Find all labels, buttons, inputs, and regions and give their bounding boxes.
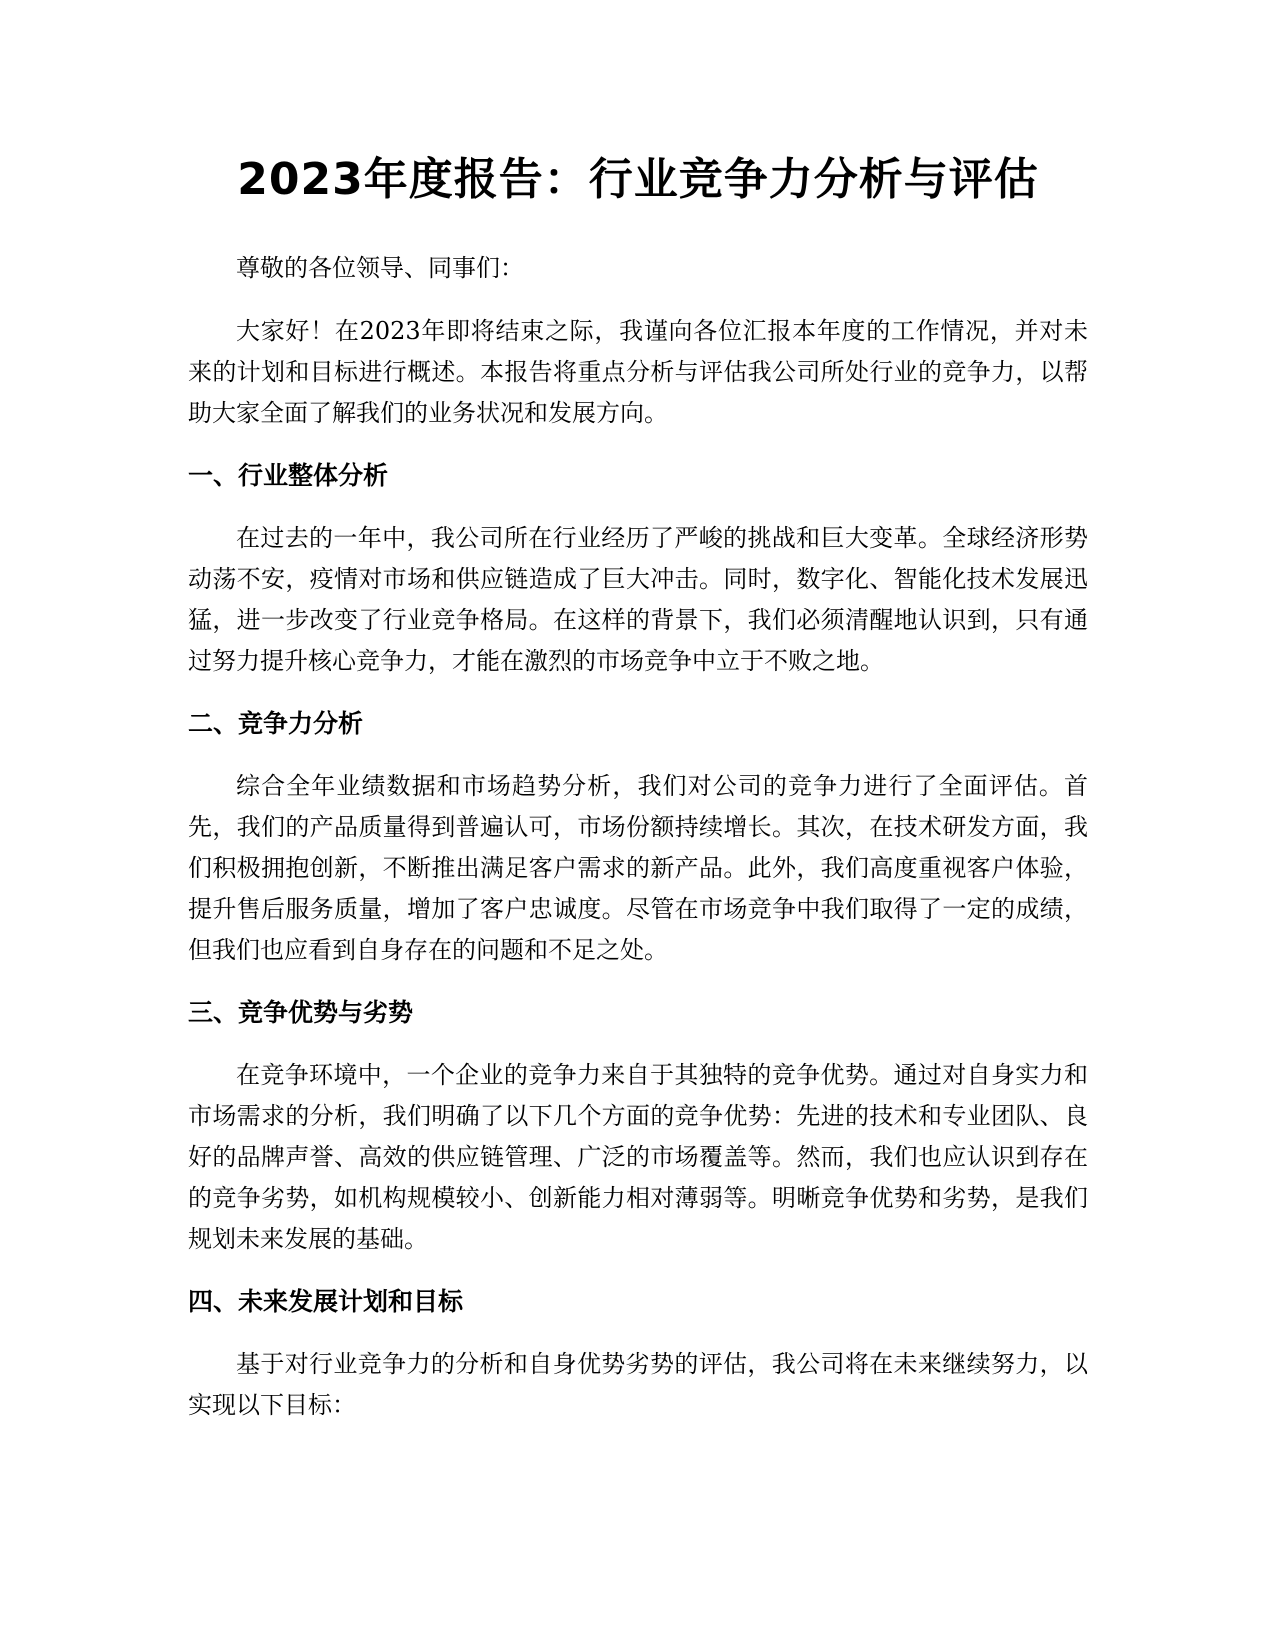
section-heading-industry-analysis: 一、行业整体分析 xyxy=(188,461,389,490)
section-body-future-plans: 基于对行业竞争力的分析和自身优势劣势的评估，我公司将在未来继续努力，以实现以下目标： xyxy=(188,1350,1088,1419)
section-heading-strengths-weaknesses: 三、竞争优势与劣势 xyxy=(188,998,414,1027)
greeting-paragraph: 尊敬的各位领导、同事们： xyxy=(236,254,524,282)
section-heading-competitiveness-analysis: 二、竞争力分析 xyxy=(188,709,364,738)
document-title: 2023年度报告：行业竞争力分析与评估 xyxy=(237,154,1039,205)
section-body-industry-analysis: 在过去的一年中，我公司所在行业经历了严峻的挑战和巨大变革。全球经济形势动荡不安，疫情对市场和供应链造成了巨大冲击。同时，数字化、智能化技术发展迅猛，进一步改变了行业竞争格局。在这样的背景下，我们必须清醒地认识到，只有通过努力提升核心竞争力，才能在激烈的市场竞争中立于不败之地。 xyxy=(188,524,1088,675)
intro-paragraph: 大家好！在2023年即将结束之际，我谨向各位汇报本年度的工作情况，并对未来的计划和目标进行概述。本报告将重点分析与评估我公司所处行业的竞争力，以帮助大家全面了解我们的业务状况和发展方向。 xyxy=(188,317,1088,427)
section-body-competitiveness-analysis: 综合全年业绩数据和市场趋势分析，我们对公司的竞争力进行了全面评估。首先，我们的产品质量得到普遍认可，市场份额持续增长。其次，在技术研发方面，我们积极拥抱创新，不断推出满足客户需求的新产品。此外，我们高度重视客户体验，提升售后服务质量，增加了客户忠诚度。尽管在市场竞争中我们取得了一定的成绩，但我们也应看到自身存在的问题和不足之处。 xyxy=(188,772,1088,964)
document-content xyxy=(188,150,1088,1448)
section-heading-future-plans: 四、未来发展计划和目标 xyxy=(188,1287,464,1316)
section-body-strengths-weaknesses: 在竞争环境中，一个企业的竞争力来自于其独特的竞争优势。通过对自身实力和市场需求的分析，我们明确了以下几个方面的竞争优势：先进的技术和专业团队、良好的品牌声誉、高效的供应链管理、广泛的市场覆盖等。然而，我们也应认识到存在的竞争劣势，如机构规模较小、创新能力相对薄弱等。明晰竞争优势和劣势，是我们规划未来发展的基础。 xyxy=(188,1061,1088,1253)
